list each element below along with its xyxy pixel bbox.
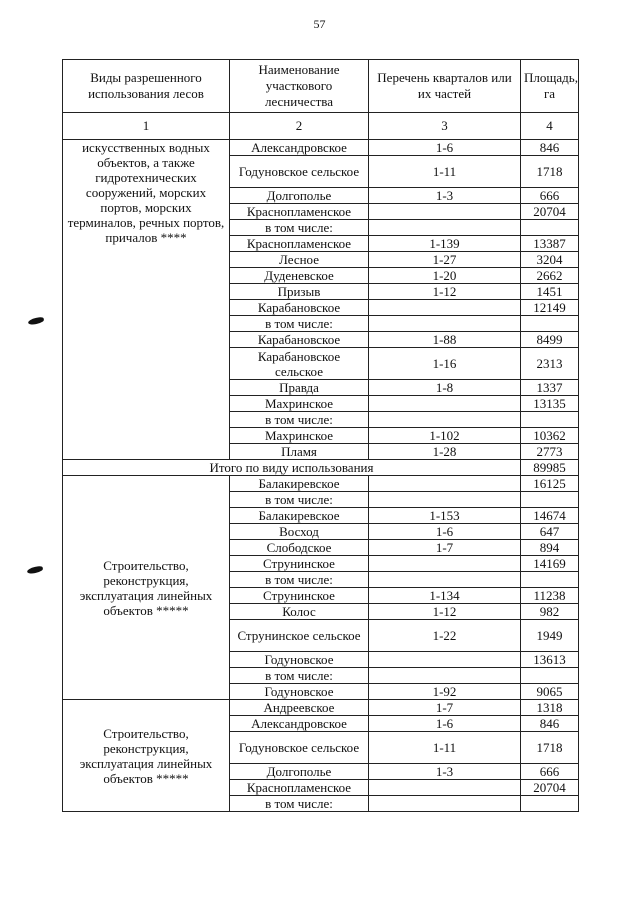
area-cell: 1318 [521, 700, 579, 716]
forestry-cell: Годуновское [230, 652, 369, 668]
quarters-cell [369, 492, 521, 508]
quarters-cell [369, 652, 521, 668]
area-cell: 647 [521, 524, 579, 540]
forestry-cell: Годуновское [230, 684, 369, 700]
forestry-cell: Краснопламенское [230, 780, 369, 796]
forestry-cell: Александровское [230, 140, 369, 156]
forestry-cell: в том числе: [230, 220, 369, 236]
area-cell: 894 [521, 540, 579, 556]
use-type-cell: Строительство, реконструкция, эксплуатация линейных объектов ***** [63, 700, 230, 812]
quarters-cell [369, 220, 521, 236]
forestry-cell: Колос [230, 604, 369, 620]
forestry-cell: в том числе: [230, 492, 369, 508]
area-cell: 20704 [521, 204, 579, 220]
area-cell [521, 412, 579, 428]
area-cell: 13613 [521, 652, 579, 668]
area-cell: 14169 [521, 556, 579, 572]
use-type-cell: искусственных водных объектов, а также гидротехнических сооружений, морских портов, морских терминалов, речных портов, причалов **** [63, 140, 230, 460]
header-area: Площадь, га [521, 60, 579, 113]
area-cell [521, 492, 579, 508]
area-cell: 846 [521, 140, 579, 156]
quarters-cell: 1-27 [369, 252, 521, 268]
area-cell [521, 572, 579, 588]
forestry-cell: в том числе: [230, 796, 369, 812]
table-body [63, 140, 579, 812]
quarters-cell [369, 572, 521, 588]
table-header-row [63, 60, 579, 113]
total-area: 89985 [521, 460, 579, 476]
area-cell: 16125 [521, 476, 579, 492]
area-cell: 20704 [521, 780, 579, 796]
quarters-cell: 1-8 [369, 380, 521, 396]
forestry-cell: Слободское [230, 540, 369, 556]
quarters-cell: 1-88 [369, 332, 521, 348]
forestry-cell: Краснопламенское [230, 204, 369, 220]
quarters-cell [369, 300, 521, 316]
quarters-cell: 1-28 [369, 444, 521, 460]
quarters-cell: 1-139 [369, 236, 521, 252]
quarters-cell [369, 668, 521, 684]
forestry-cell: Годуновское сельское [230, 156, 369, 188]
area-cell: 9065 [521, 684, 579, 700]
forestry-cell: Пламя [230, 444, 369, 460]
forestry-cell: в том числе: [230, 412, 369, 428]
header-forestry: Наименование участкового лесничества [230, 60, 369, 113]
area-cell: 14674 [521, 508, 579, 524]
area-cell: 13387 [521, 236, 579, 252]
quarters-cell [369, 556, 521, 572]
header-quarters: Перечень кварталов или их частей [369, 60, 521, 113]
forestry-cell: Струнинское [230, 588, 369, 604]
area-cell: 11238 [521, 588, 579, 604]
forestry-cell: Долгополье [230, 188, 369, 204]
area-cell: 1718 [521, 732, 579, 764]
forestry-cell: Призыв [230, 284, 369, 300]
quarters-cell [369, 780, 521, 796]
forestry-cell: в том числе: [230, 668, 369, 684]
area-cell [521, 316, 579, 332]
quarters-cell: 1-7 [369, 540, 521, 556]
quarters-cell: 1-102 [369, 428, 521, 444]
column-number: 1 [63, 113, 230, 140]
area-cell [521, 796, 579, 812]
forestry-cell: Правда [230, 380, 369, 396]
forestry-cell: Карабановское сельское [230, 348, 369, 380]
forestry-cell: в том числе: [230, 316, 369, 332]
area-cell: 2313 [521, 348, 579, 380]
quarters-cell: 1-16 [369, 348, 521, 380]
quarters-cell [369, 316, 521, 332]
area-cell: 1949 [521, 620, 579, 652]
quarters-cell: 1-134 [369, 588, 521, 604]
area-cell: 3204 [521, 252, 579, 268]
forestry-cell: Карабановское [230, 332, 369, 348]
scan-hole-mark [28, 316, 45, 325]
forestry-cell: Карабановское [230, 300, 369, 316]
area-cell [521, 668, 579, 684]
forestry-cell: Лесное [230, 252, 369, 268]
table-row [63, 140, 579, 156]
area-cell: 2662 [521, 268, 579, 284]
column-number: 2 [230, 113, 369, 140]
column-number: 3 [369, 113, 521, 140]
quarters-cell: 1-92 [369, 684, 521, 700]
quarters-cell: 1-12 [369, 284, 521, 300]
table-row [63, 476, 579, 492]
area-cell: 982 [521, 604, 579, 620]
quarters-cell [369, 796, 521, 812]
quarters-cell: 1-11 [369, 732, 521, 764]
forestry-cell: в том числе: [230, 572, 369, 588]
quarters-cell: 1-6 [369, 716, 521, 732]
quarters-cell: 1-20 [369, 268, 521, 284]
table-row [63, 700, 579, 716]
quarters-cell: 1-3 [369, 764, 521, 780]
quarters-cell: 1-12 [369, 604, 521, 620]
quarters-cell: 1-153 [369, 508, 521, 524]
page-number: 57 [313, 17, 326, 31]
column-number-row [63, 113, 579, 140]
quarters-cell: 1-6 [369, 140, 521, 156]
quarters-cell [369, 412, 521, 428]
forestry-cell: Годуновское сельское [230, 732, 369, 764]
area-cell: 2773 [521, 444, 579, 460]
quarters-cell [369, 476, 521, 492]
forestry-cell: Струнинское [230, 556, 369, 572]
area-cell: 666 [521, 764, 579, 780]
column-number: 4 [521, 113, 579, 140]
quarters-cell [369, 204, 521, 220]
forestry-cell: Махринское [230, 396, 369, 412]
forestry-cell: Балакиревское [230, 476, 369, 492]
total-label: Итого по виду использования [63, 460, 521, 476]
forestry-cell: Краснопламенское [230, 236, 369, 252]
forestry-cell: Долгополье [230, 764, 369, 780]
area-cell: 1718 [521, 156, 579, 188]
forest-use-table [62, 59, 579, 812]
area-cell: 12149 [521, 300, 579, 316]
quarters-cell: 1-3 [369, 188, 521, 204]
area-cell [521, 220, 579, 236]
forestry-cell: Балакиревское [230, 508, 369, 524]
forestry-cell: Струнинское сельское [230, 620, 369, 652]
header-use-type: Виды разрешенного использования лесов [63, 60, 230, 113]
area-cell: 846 [521, 716, 579, 732]
quarters-cell [369, 396, 521, 412]
forestry-cell: Дуденевское [230, 268, 369, 284]
scan-hole-mark [27, 565, 44, 574]
quarters-cell: 1-7 [369, 700, 521, 716]
quarters-cell: 1-22 [369, 620, 521, 652]
area-cell: 13135 [521, 396, 579, 412]
area-cell: 1451 [521, 284, 579, 300]
area-cell: 8499 [521, 332, 579, 348]
forestry-cell: Махринское [230, 428, 369, 444]
forestry-cell: Александровское [230, 716, 369, 732]
quarters-cell: 1-11 [369, 156, 521, 188]
area-cell: 1337 [521, 380, 579, 396]
area-cell: 10362 [521, 428, 579, 444]
forestry-cell: Андреевское [230, 700, 369, 716]
quarters-cell: 1-6 [369, 524, 521, 540]
area-cell: 666 [521, 188, 579, 204]
use-type-cell: Строительство, реконструкция, эксплуатация линейных объектов ***** [63, 476, 230, 700]
forestry-cell: Восход [230, 524, 369, 540]
total-row [63, 460, 579, 476]
